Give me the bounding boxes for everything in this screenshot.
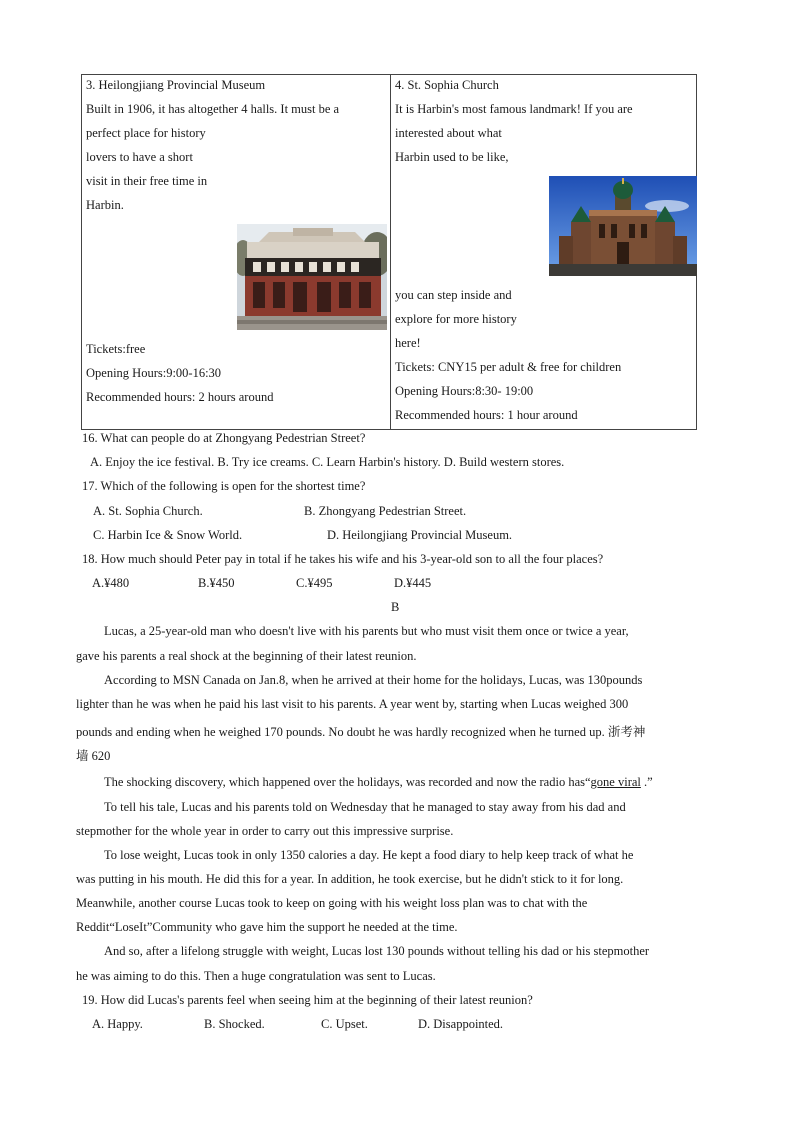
table-divider: [390, 75, 391, 429]
passage-text: The shocking discovery, which happened over the holidays, was recorded and now the radio has“: [104, 775, 591, 789]
question-19-option-a: A. Happy.: [92, 1017, 143, 1031]
passage-line: 墙 620: [76, 749, 111, 763]
passage-text: .”: [640, 775, 653, 789]
museum-tickets: Tickets:free: [86, 342, 146, 356]
section-b-heading: B: [391, 600, 400, 614]
museum-hours: Opening Hours:9:00-16:30: [86, 366, 222, 380]
question-18: 18. How much should Peter pay in total if he takes his wife and his 3-year-old son to all the four places?: [82, 552, 604, 566]
church-recommended: Recommended hours: 1 hour around: [395, 408, 578, 422]
passage-line: Lucas, a 25-year-old man who doesn't live with his parents but who must visit them once or twice a year,: [104, 624, 629, 638]
church-desc-line: interested about what: [395, 126, 502, 140]
museum-desc-line: perfect place for history: [86, 126, 206, 140]
museum-desc-line: lovers to have a short: [86, 150, 193, 164]
passage-line: [104, 775, 653, 790]
passage-line: he was aiming to do this. Then a huge congratulation was sent to Lucas.: [76, 969, 436, 983]
church-photo: [549, 176, 697, 276]
question-18-option-c: C.¥495: [296, 576, 333, 590]
attractions-table: [81, 74, 697, 430]
museum-desc-line: Built in 1906, it has altogether 4 halls. It must be a: [86, 102, 340, 116]
passage-line: To lose weight, Lucas took in only 1350 calories a day. He kept a food diary to help keep track of what he: [104, 848, 634, 862]
question-17-option-c: C. Harbin Ice & Snow World.: [93, 528, 243, 542]
question-17-option-a: A. St. Sophia Church.: [93, 504, 203, 518]
question-17-option-d: D. Heilongjiang Provincial Museum.: [327, 528, 513, 542]
museum-desc-line: visit in their free time in: [86, 174, 208, 188]
church-title: 4. St. Sophia Church: [395, 78, 499, 92]
question-19-option-d: D. Disappointed.: [418, 1017, 504, 1031]
passage-line: Reddit“LoseIt”Community who gave him the support he needed at the time.: [76, 920, 458, 934]
passage-line: And so, after a lifelong struggle with weight, Lucas lost 130 pounds without telling his dad or his stepmother: [104, 944, 650, 958]
museum-photo: [237, 224, 387, 330]
question-17-option-b: B. Zhongyang Pedestrian Street.: [304, 504, 467, 518]
passage-line: was putting in his mouth. He did this for a year. In addition, he took exercise, but he didn't stick to it for long.: [76, 872, 624, 886]
museum-title: 3. Heilongjiang Provincial Museum: [86, 78, 266, 92]
question-18-option-a: A.¥480: [92, 576, 130, 590]
museum-desc-line: Harbin.: [86, 198, 124, 212]
question-16: 16. What can people do at Zhongyang Pedestrian Street?: [82, 431, 366, 445]
question-18-option-b: B.¥450: [198, 576, 235, 590]
passage-line: stepmother for the whole year in order to carry out this impressive surprise.: [76, 824, 454, 838]
question-19-option-c: C. Upset.: [321, 1017, 368, 1031]
museum-recommended: Recommended hours: 2 hours around: [86, 390, 274, 404]
passage-line: To tell his tale, Lucas and his parents told on Wednesday that he managed to stay away from his dad and: [104, 800, 626, 814]
passage-line: pounds and ending when he weighed 170 pounds. No doubt he was hardly recognized when he turned up. 浙考神: [76, 725, 646, 739]
church-desc-line: you can step inside and: [395, 288, 512, 302]
church-hours: Opening Hours:8:30- 19:00: [395, 384, 534, 398]
question-17: 17. Which of the following is open for the shortest time?: [82, 479, 366, 493]
passage-line: gave his parents a real shock at the beginning of their latest reunion.: [76, 649, 417, 663]
question-18-option-d: D.¥445: [394, 576, 432, 590]
question-19-option-b: B. Shocked.: [204, 1017, 265, 1031]
church-desc-line: explore for more history: [395, 312, 517, 326]
church-desc-line: Harbin used to be like,: [395, 150, 509, 164]
church-tickets: Tickets: CNY15 per adult & free for children: [395, 360, 622, 374]
church-desc-line: here!: [395, 336, 421, 350]
passage-line: lighter than he was when he paid his last visit to his parents. A year went by, starting when Lucas weighed 300: [76, 697, 629, 711]
gone-viral-underlined: gone viral: [590, 775, 641, 789]
church-desc-line: It is Harbin's most famous landmark! If you are: [395, 102, 633, 116]
question-16-options: A. Enjoy the ice festival. B. Try ice creams. C. Learn Harbin's history. D. Build western stores.: [90, 455, 565, 469]
passage-line: Meanwhile, another course Lucas took to keep on going with his weight loss plan was to chat with the: [76, 896, 588, 910]
passage-line: According to MSN Canada on Jan.8, when he arrived at their home for the holidays, Lucas, was 130pounds: [104, 673, 643, 687]
question-19: 19. How did Lucas's parents feel when seeing him at the beginning of their latest reunion?: [82, 993, 533, 1007]
